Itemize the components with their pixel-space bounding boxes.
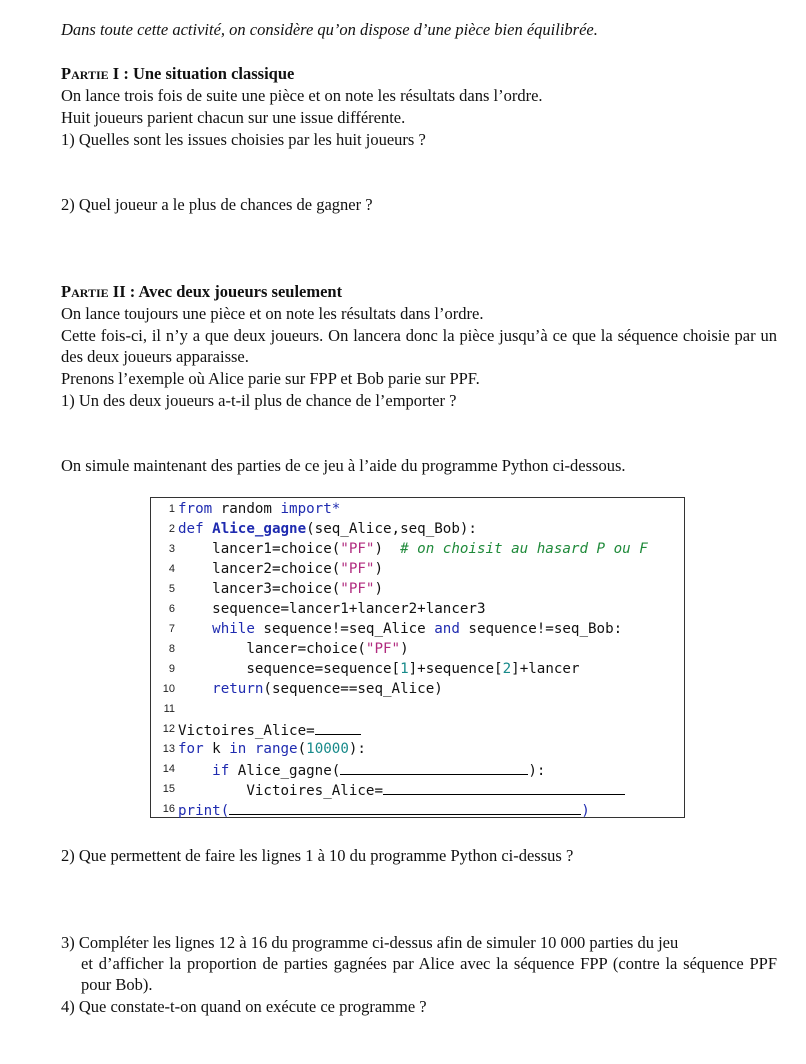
code-token: for [178, 741, 204, 757]
line-number: 2 [168, 523, 175, 535]
code-token: return [212, 681, 264, 697]
code-token: lancer1=choice( [178, 541, 341, 557]
code-token: ) [374, 561, 384, 577]
code-token: Alice_gagne [212, 521, 307, 537]
code-token: k [203, 741, 230, 757]
code-token: 2 [502, 661, 512, 677]
code-token: def [178, 521, 213, 537]
part1-line-1: On lance trois fois de suite une pièce et on note les résultats dans l’ordre. [61, 86, 543, 105]
code-line [151, 739, 366, 759]
line-number: 3 [168, 543, 175, 555]
question-3 [61, 932, 777, 995]
code-line [151, 719, 361, 739]
part2-line-3: Prenons l’exemple où Alice parie sur FPP et Bob parie sur PPF. [61, 369, 480, 388]
line-number: 5 [168, 583, 175, 595]
code-token: "PF" [340, 561, 375, 577]
part2-sep: : [125, 282, 139, 301]
code-line [151, 639, 409, 659]
line-number: 7 [168, 623, 175, 635]
code-line [151, 619, 622, 639]
fill-in-blank[interactable] [383, 779, 625, 795]
code-line [151, 499, 340, 519]
code-token: (sequence==seq_Alice) [263, 681, 443, 697]
code-token: if [212, 763, 230, 779]
question-2: 2) Que permettent de faire les lignes 1 à 10 du programme Python ci-dessus ? [61, 846, 574, 865]
code-token: and [434, 621, 460, 637]
part1-heading [61, 64, 294, 84]
question-3-start: 3) Compléter les lignes 12 à 16 du programme ci-dessus afin de simuler 10 000 parties du jeu [61, 933, 679, 952]
line-number: 9 [168, 663, 175, 675]
python-code-listing [150, 497, 685, 818]
part1-question-2: 2) Quel joueur a le plus de chances de gagner ? [61, 195, 373, 214]
intro-text: Dans toute cette activité, on considère qu’on dispose d’une pièce bien équilibrée. [61, 20, 598, 39]
code-token: range [254, 741, 298, 757]
line-number: 14 [162, 763, 175, 775]
code-token: lancer=choice( [178, 641, 366, 657]
line-number: 6 [168, 603, 175, 615]
code-line [151, 679, 443, 699]
code-token: 1 [400, 661, 409, 677]
part2-question-1: 1) Un des deux joueurs a-t-il plus de chance de l’emporter ? [61, 391, 457, 410]
code-token: 10000 [306, 741, 349, 757]
code-token: random [212, 501, 281, 517]
part2-label: Partie II [61, 282, 126, 301]
part1-question-1: 1) Quelles sont les issues choisies par les huit joueurs ? [61, 130, 426, 149]
code-token: sequence!=seq_Alice [254, 621, 435, 637]
part2-line-1: On lance toujours une pièce et on note les résultats dans l’ordre. [61, 304, 484, 323]
code-token: Alice_gagne( [229, 763, 341, 779]
line-number: 12 [162, 723, 175, 735]
line-number: 13 [162, 743, 175, 755]
code-token: sequence=sequence[ [178, 661, 401, 677]
code-token [178, 681, 212, 697]
fill-in-blank[interactable] [340, 759, 528, 775]
code-token: ]+lancer [511, 661, 580, 677]
code-token: sequence!=seq_Bob: [459, 621, 623, 637]
code-token: ) [400, 641, 409, 657]
fill-in-blank[interactable] [229, 799, 581, 815]
code-line [151, 699, 178, 719]
line-number: 15 [162, 783, 175, 795]
code-token: (seq_Alice,seq_Bob): [306, 521, 477, 537]
code-token: in [229, 741, 247, 757]
code-token: "PF" [340, 581, 375, 597]
line-number: 11 [163, 703, 175, 715]
code-token: Victoires_Alice= [178, 783, 383, 799]
code-token: ) [374, 581, 384, 597]
code-token: ): [348, 741, 366, 757]
code-token [246, 741, 255, 757]
line-number: 16 [162, 803, 175, 815]
code-token [178, 621, 212, 637]
code-line [151, 519, 477, 539]
code-token: "PF" [340, 541, 375, 557]
code-line [151, 759, 545, 779]
code-token: while [212, 621, 255, 637]
code-token: ]+sequence[ [408, 661, 503, 677]
line-number: 4 [168, 563, 175, 575]
code-line [151, 579, 383, 599]
part1-title: Une situation classique [132, 64, 295, 83]
code-line [151, 559, 383, 579]
code-line [151, 779, 625, 799]
part1-line-2: Huit joueurs parient chacun sur une issue différente. [61, 108, 406, 127]
question-3-rest: et d’afficher la proportion de parties gagnées par Alice avec la séquence FPP (contre la séquence PPF pour Bob). [81, 954, 777, 994]
code-token: "PF" [365, 641, 401, 657]
code-token: lancer2=choice( [178, 561, 341, 577]
code-line [151, 599, 486, 619]
code-token: Victoires_Alice= [178, 723, 315, 739]
code-comment: # on choisit au hasard P ou F [400, 541, 648, 557]
code-token: sequence=lancer1+lancer2+lancer3 [178, 601, 486, 617]
simulation-intro: On simule maintenant des parties de ce jeu à l’aide du programme Python ci-dessous. [61, 456, 626, 475]
code-token: ) [581, 803, 590, 819]
line-number: 8 [168, 643, 175, 655]
code-line [151, 659, 580, 679]
code-line [151, 539, 648, 559]
question-4: 4) Que constate-t-on quand on exécute ce programme ? [61, 997, 427, 1016]
code-token: ( [297, 741, 307, 757]
fill-in-blank[interactable] [315, 719, 361, 735]
line-number: 10 [162, 683, 175, 695]
code-token: lancer3=choice( [178, 581, 341, 597]
code-token: print [178, 803, 221, 819]
code-token [178, 763, 212, 779]
part2-paragraph: Cette fois-ci, il n’y a que deux joueurs. On lancera donc la pièce jusqu’à ce que la séquence choisie par un des deux joueurs apparaisse. [61, 326, 777, 366]
part1-label: Partie I [61, 64, 120, 83]
code-token: ( [220, 803, 230, 819]
code-token: import* [280, 501, 341, 517]
line-number: 1 [168, 503, 175, 515]
part1-sep: : [119, 64, 133, 83]
code-line [151, 799, 590, 819]
part2-heading [61, 282, 342, 302]
code-token: ): [528, 763, 546, 779]
part2-title: Avec deux joueurs seulement [138, 282, 343, 301]
code-token: from [178, 501, 213, 517]
code-token: ) [374, 541, 401, 557]
